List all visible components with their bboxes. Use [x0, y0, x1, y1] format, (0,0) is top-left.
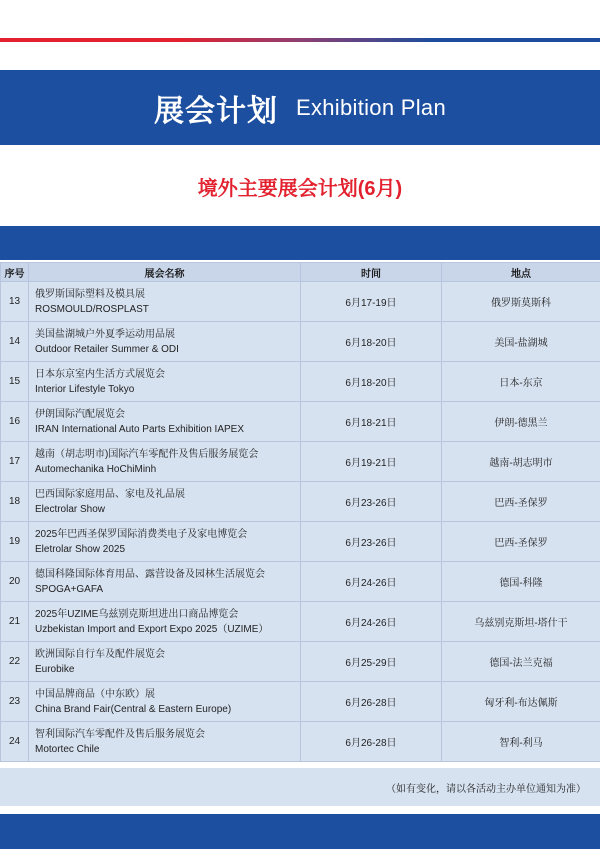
cell-name [29, 722, 301, 762]
column-header-name: 展会名称 [29, 263, 301, 282]
exhibition-date: 6月24-26日 [345, 618, 397, 629]
cell-name [29, 362, 301, 402]
cell-number [1, 562, 29, 602]
cell-place [442, 562, 600, 602]
table-row [1, 322, 600, 362]
exhibition-date: 6月23-26日 [345, 498, 397, 509]
cell-number [1, 362, 29, 402]
exhibition-name-cn: 2025年UZIME乌兹别克斯坦进出口商品博览会 [35, 608, 239, 620]
table-row [1, 602, 600, 642]
row-number: 18 [9, 496, 21, 507]
section-subtitle: 境外主要展会计划(6月) [197, 178, 403, 200]
exhibition-date: 6月26-28日 [345, 698, 397, 709]
exhibition-name-en: Interior Lifestyle Tokyo [35, 383, 135, 395]
row-number: 20 [9, 576, 21, 587]
exhibition-location: 俄罗斯莫斯科 [491, 298, 551, 309]
table-row [1, 482, 600, 522]
exhibition-name-cn: 智利国际汽车零配件及售后服务展览会 [35, 728, 205, 740]
table-row [1, 642, 600, 682]
exhibition-date: 6月24-26日 [345, 578, 397, 589]
table-row [1, 402, 600, 442]
cell-time [301, 682, 442, 722]
column-header-number: 序号 [1, 263, 29, 282]
cell-place [442, 642, 600, 682]
exhibition-name-en: Eurobike [35, 663, 75, 675]
exhibition-name-en: Uzbekistan Import and Export Expo 2025（UZIME） [35, 623, 269, 635]
cell-name [29, 602, 301, 642]
cell-place [442, 522, 600, 562]
exhibition-name-en: SPOGA+GAFA [35, 583, 104, 595]
cell-place [442, 682, 600, 722]
exhibition-location: 乌兹别克斯坦-塔什干 [474, 618, 568, 629]
exhibition-location: 智利-利马 [499, 738, 543, 749]
exhibition-name-cn: 越南（胡志明市)国际汽车零配件及售后服务展览会 [35, 448, 259, 460]
table-row [1, 722, 600, 762]
cell-name [29, 682, 301, 722]
footnote: （如有变化，请以各活动主办单位通知为准） [386, 784, 586, 795]
bottom-bar [0, 814, 600, 849]
cell-time [301, 282, 442, 322]
cell-place [442, 402, 600, 442]
exhibition-date: 6月23-26日 [345, 538, 397, 549]
cell-number [1, 722, 29, 762]
cell-place [442, 362, 600, 402]
exhibition-location: 日本-东京 [499, 378, 543, 389]
row-number: 14 [9, 336, 21, 347]
exhibition-name-en: IRAN International Auto Parts Exhibition IAPEX [35, 423, 244, 435]
exhibition-location: 越南-胡志明市 [489, 458, 553, 469]
cell-place [442, 282, 600, 322]
cell-number [1, 322, 29, 362]
cell-time [301, 482, 442, 522]
exhibition-name-cn: 伊朗国际汽配展览会 [35, 408, 125, 420]
cell-name [29, 482, 301, 522]
exhibition-name-en: Automechanika HoChiMinh [35, 463, 157, 475]
exhibition-name-en: China Brand Fair(Central & Eastern Europe) [35, 703, 232, 715]
cell-name [29, 522, 301, 562]
cell-place [442, 602, 600, 642]
row-number: 24 [9, 736, 21, 747]
top-accent-stripe [0, 38, 600, 42]
cell-number [1, 682, 29, 722]
cell-number [1, 482, 29, 522]
cell-number [1, 442, 29, 482]
row-number: 22 [9, 656, 21, 667]
cell-time [301, 602, 442, 642]
exhibition-name-en: Eletrolar Show 2025 [35, 543, 126, 555]
cell-time [301, 442, 442, 482]
cell-number [1, 402, 29, 442]
cell-time [301, 402, 442, 442]
cell-name [29, 642, 301, 682]
exhibition-name-en: Motortec Chile [35, 743, 100, 755]
exhibition-date: 6月26-28日 [345, 738, 397, 749]
cell-place [442, 482, 600, 522]
cell-number [1, 642, 29, 682]
row-number: 23 [9, 696, 21, 707]
exhibition-date: 6月17-19日 [345, 298, 397, 309]
exhibition-name-cn: 日本东京室内生活方式展览会 [35, 368, 165, 380]
cell-name [29, 282, 301, 322]
table-row [1, 682, 600, 722]
exhibition-name-cn: 欧洲国际自行车及配件展览会 [35, 648, 165, 660]
exhibition-date: 6月18-21日 [345, 418, 397, 429]
page-title-en: Exhibition Plan [295, 94, 447, 120]
cell-time [301, 642, 442, 682]
cell-name [29, 562, 301, 602]
exhibition-date: 6月25-29日 [345, 658, 397, 669]
table-row [1, 562, 600, 602]
cell-name [29, 322, 301, 362]
cell-name [29, 402, 301, 442]
cell-time [301, 722, 442, 762]
column-header-place: 地点 [442, 263, 600, 282]
row-number: 13 [9, 296, 21, 307]
table-row [1, 362, 600, 402]
cell-time [301, 522, 442, 562]
row-number: 15 [9, 376, 21, 387]
table-row [1, 442, 600, 482]
exhibition-name-cn: 美国盐湖城户外夏季运动用品展 [35, 328, 175, 340]
column-header-time: 时间 [301, 263, 442, 282]
exhibition-date: 6月18-20日 [345, 378, 397, 389]
exhibition-name-en: Electrolar Show [35, 503, 106, 515]
exhibition-date: 6月18-20日 [345, 338, 397, 349]
exhibition-name-en: ROSMOULD/ROSPLAST [35, 303, 149, 315]
page-title-cn: 展会计划 [153, 94, 278, 128]
cell-place [442, 442, 600, 482]
exhibition-location: 巴西-圣保罗 [494, 498, 548, 509]
exhibition-name-cn: 德国科隆国际体育用品、露营设备及园林生活展览会 [35, 568, 265, 580]
exhibition-location: 美国-盐湖城 [494, 338, 548, 349]
table-row [1, 282, 600, 322]
exhibition-name-cn: 2025年巴西圣保罗国际消费类电子及家电博览会 [35, 528, 248, 540]
cell-place [442, 722, 600, 762]
footnote-row [0, 768, 600, 806]
exhibition-location: 巴西-圣保罗 [494, 538, 548, 549]
table-header-row [1, 263, 600, 282]
cell-time [301, 362, 442, 402]
row-number: 16 [9, 416, 21, 427]
exhibition-location: 德国-科隆 [499, 578, 543, 589]
cell-place [442, 322, 600, 362]
exhibition-table [0, 262, 600, 762]
cell-number [1, 602, 29, 642]
exhibition-name-cn: 中国品牌商品（中东欧）展 [35, 688, 155, 700]
table-row [1, 522, 600, 562]
row-number: 21 [9, 616, 21, 627]
cell-number [1, 522, 29, 562]
table-body [1, 282, 600, 762]
exhibition-name-cn: 巴西国际家庭用品、家电及礼品展 [35, 488, 185, 500]
exhibition-date: 6月19-21日 [345, 458, 397, 469]
cell-number [1, 282, 29, 322]
exhibition-location: 德国-法兰克福 [489, 658, 553, 669]
table-top-bar [0, 226, 600, 260]
cell-name [29, 442, 301, 482]
exhibition-location: 伊朗-德黑兰 [494, 418, 548, 429]
cell-time [301, 322, 442, 362]
row-number: 17 [9, 456, 21, 467]
exhibition-name-cn: 俄罗斯国际塑料及模具展 [35, 288, 145, 300]
exhibition-name-en: Outdoor Retailer Summer & ODI [35, 343, 179, 355]
cell-time [301, 562, 442, 602]
row-number: 19 [9, 536, 21, 547]
title-banner [0, 70, 600, 145]
exhibition-location: 匈牙利-布达佩斯 [484, 698, 558, 709]
